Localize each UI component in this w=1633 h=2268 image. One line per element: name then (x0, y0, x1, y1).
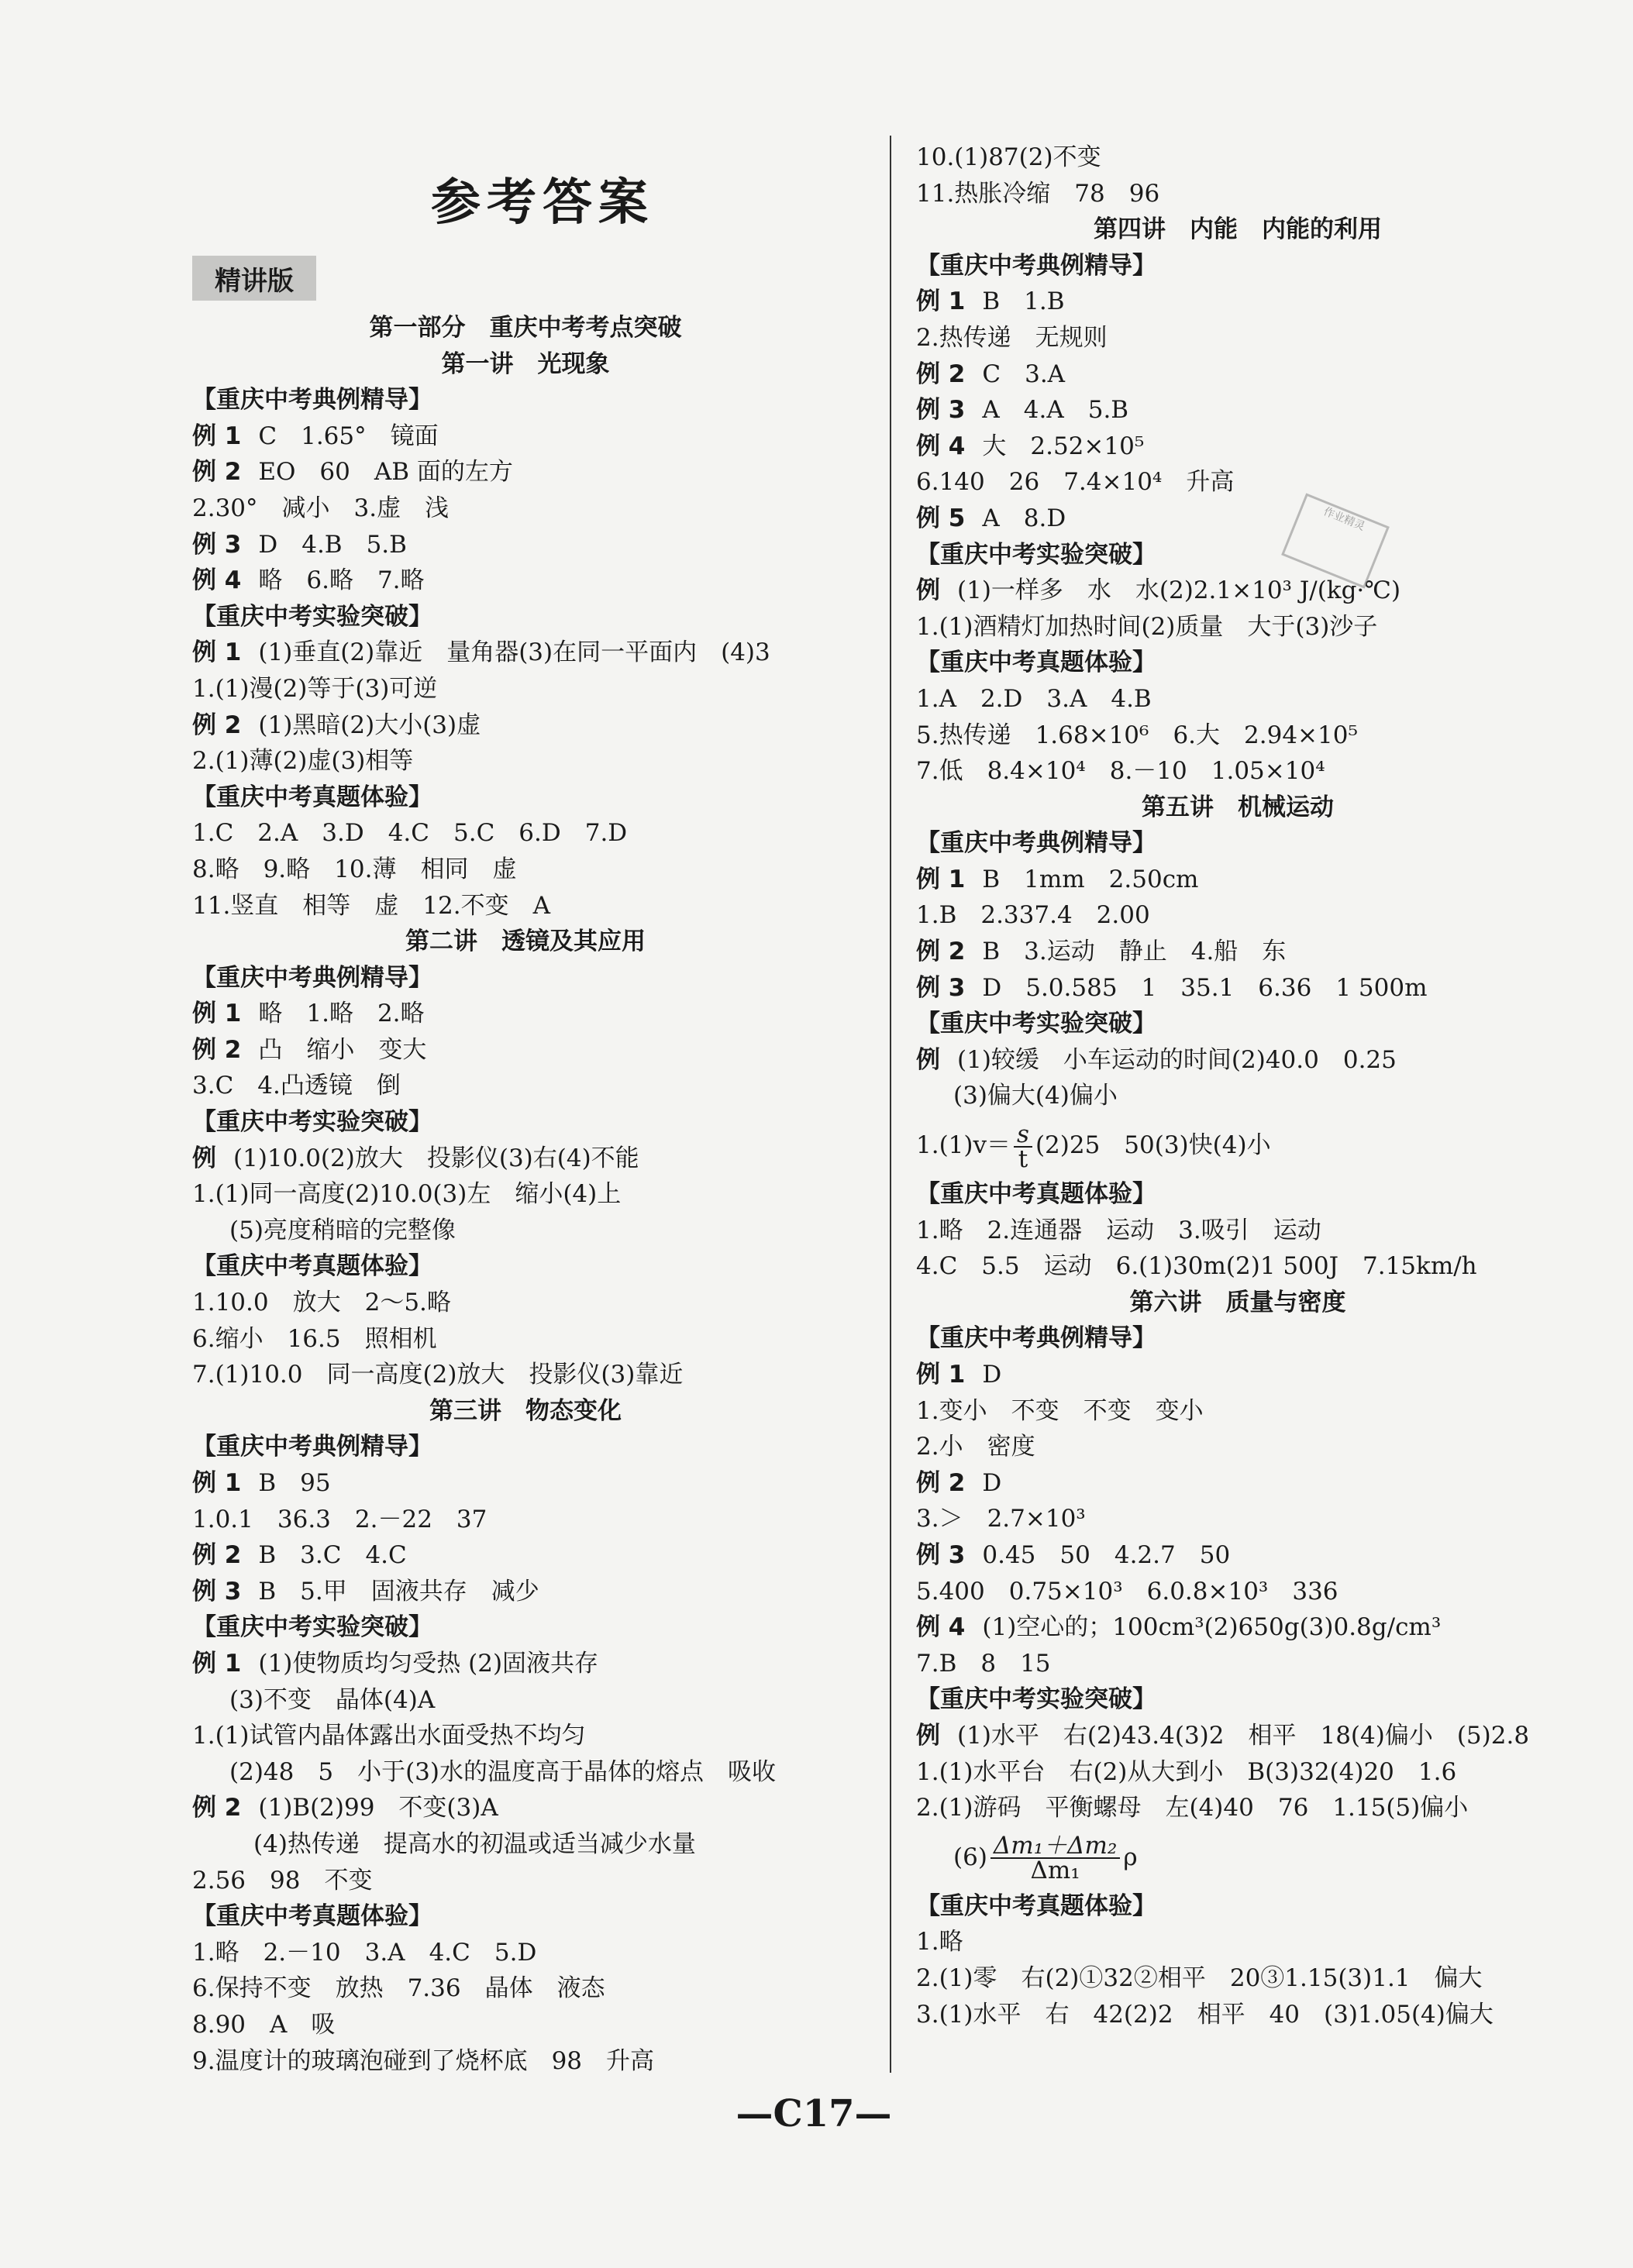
example-label: 例 2 (192, 1035, 242, 1064)
example-answer: EO 60 AB 面的左方 (258, 458, 513, 487)
example-line (192, 527, 859, 563)
answer-line: 5.400 0.75×10³ 6.0.8×10³ 336 (916, 1577, 1338, 1605)
example-line (916, 284, 1559, 320)
answer-line: 1.(1)酒精灯加热时间(2)质量 大于(3)沙子 (916, 612, 1378, 641)
example-label: 例 2 (916, 938, 966, 966)
answer-line: 2.热传递 无规则 (916, 323, 1108, 352)
example-line (192, 454, 859, 490)
column-divider (890, 136, 891, 2073)
answer-line: 2.56 98 不变 (192, 1866, 373, 1895)
example-label: 例 3 (916, 973, 966, 1002)
example-label: 例 2 (192, 458, 242, 487)
fraction-denominator: t (1018, 1144, 1028, 1173)
example-line (192, 1790, 859, 1826)
example-label: 例 4 (916, 1613, 966, 1642)
formula-suffix: ρ (1123, 1843, 1138, 1871)
answer-line: 1.变小 不变 不变 变小 (916, 1396, 1204, 1425)
example-label: 例 2 (916, 360, 966, 388)
example-answer: 大 2.52×10⁵ (982, 432, 1145, 460)
formula-prefix: 1.(1)v＝ (916, 1131, 1011, 1160)
subsection-heading: 【重庆中考典例精导】 (916, 251, 1156, 280)
answer-line: 1.B 2.337.4 2.00 (916, 901, 1150, 930)
example-answer: (1)一样多 水 水(2)2.1×10³ J/(kg·℃) (957, 576, 1401, 605)
answer-line: 6.140 26 7.4×10⁴ 升高 (916, 468, 1235, 497)
example-line (916, 573, 1559, 609)
example-answer: (1)10.0(2)放大 投影仪(3)右(4)不能 (233, 1144, 639, 1172)
example-line (192, 418, 859, 455)
subsection-heading: 【重庆中考真题体验】 (916, 1180, 1156, 1209)
subsection-heading: 【重庆中考实验突破】 (916, 1010, 1156, 1038)
example-line (916, 862, 1559, 898)
example-line (916, 1718, 1559, 1754)
example-answer: (1)B(2)99 不变(3)A (258, 1794, 498, 1822)
example-line (916, 428, 1559, 465)
formula-line (916, 1114, 1559, 1176)
answer-line: 3.＞ 2.7×10³ (916, 1505, 1086, 1533)
example-answer: (1)使物质均匀受热 (2)固液共存 (258, 1649, 599, 1678)
right-column (916, 139, 1559, 2032)
subsection-heading: 【重庆中考实验突破】 (916, 540, 1156, 569)
answer-line: 2.小 密度 (916, 1433, 1035, 1461)
watermark-stamp: 作业精灵 (1281, 493, 1390, 588)
subsection-heading: 【重庆中考典例精导】 (192, 386, 432, 415)
answer-line: (4)热传递 提高水的初温或适当减少水量 (229, 1829, 696, 1858)
example-line (192, 1537, 859, 1574)
example-line (916, 1357, 1559, 1393)
example-answer: B 3.C 4.C (258, 1541, 407, 1570)
answer-line: 1.C 2.A 3.D 4.C 5.C 6.D 7.D (192, 819, 628, 848)
answer-line: 8.略 9.略 10.薄 相同 虚 (192, 855, 517, 883)
example-answer: D 4.B 5.B (258, 530, 407, 559)
answer-line: 3.C 4.凸透镜 倒 (192, 1072, 401, 1100)
example-line (192, 707, 859, 744)
example-answer: A 8.D (982, 504, 1066, 532)
answer-line: 2.30° 减小 3.虚 浅 (192, 494, 450, 522)
example-label: 例 1 (192, 638, 242, 667)
example-line (192, 635, 859, 671)
formula-suffix: (2)25 50(3)快(4)小 (1035, 1131, 1271, 1160)
example-answer: 凸 缩小 变大 (258, 1035, 427, 1064)
example-answer: C 3.A (982, 360, 1066, 388)
example-answer: (1)黑暗(2)大小(3)虚 (258, 711, 481, 739)
example-answer: B 1.B (982, 287, 1065, 316)
section-heading: 第一部分 重庆中考考点突破 (369, 314, 682, 342)
answer-line: 11.热胀冷缩 78 96 (916, 179, 1160, 208)
answer-line: 1.10.0 放大 2～5.略 (192, 1289, 451, 1317)
example-line (916, 356, 1559, 393)
answer-line: 5.热传递 1.68×10⁶ 6.大 2.94×10⁵ (916, 721, 1358, 749)
example-label: 例 3 (916, 1540, 966, 1569)
subsection-heading: 【重庆中考真题体验】 (192, 1252, 432, 1281)
answer-line: (3)不变 晶体(4)A (229, 1685, 436, 1714)
subsection-heading: 【重庆中考真题体验】 (192, 783, 432, 811)
fraction-numerator: Δm₁＋Δm₂ (990, 1834, 1120, 1859)
subsection-heading: 【重庆中考典例精导】 (192, 1433, 432, 1461)
example-line (192, 1032, 859, 1069)
example-line (916, 1042, 1559, 1079)
example-answer: D (982, 1361, 1002, 1389)
fraction (1014, 1120, 1032, 1173)
example-label: 例 4 (916, 432, 966, 460)
answer-line: 7.B 8 15 (916, 1649, 1051, 1678)
answer-line: 1.(1)漫(2)等于(3)可逆 (192, 674, 438, 703)
answer-line: 9.温度计的玻璃泡碰到了烧杯底 98 升高 (192, 2046, 655, 2075)
answer-line: 1.略 (916, 1928, 963, 1957)
example-label: 例 1 (916, 865, 966, 893)
answer-line: 3.(1)水平 右 42(2)2 相平 40 (3)1.05(4)偏大 (916, 2000, 1493, 2029)
example-label: 例 (916, 1045, 940, 1074)
example-label: 例 1 (192, 1000, 242, 1028)
example-line (192, 563, 859, 599)
example-answer: (1)较缓 小车运动的时间(2)40.0 0.25 (957, 1045, 1397, 1074)
section-heading: 第三讲 物态变化 (429, 1396, 622, 1425)
example-label: 例 1 (192, 1469, 242, 1497)
answer-line: 1.(1)同一高度(2)10.0(3)左 缩小(4)上 (192, 1180, 622, 1209)
left-column (192, 310, 859, 2079)
answer-line: 1.0.1 36.3 2.－22 37 (192, 1505, 487, 1533)
example-line (192, 1646, 859, 1682)
example-line (916, 501, 1559, 537)
example-answer: C 1.65° 镜面 (258, 422, 439, 450)
answer-line: 6.保持不变 放热 7.36 晶体 液态 (192, 1974, 605, 2003)
example-label: 例 3 (916, 396, 966, 425)
subsection-heading: 【重庆中考真题体验】 (916, 1891, 1156, 1920)
subsection-heading: 【重庆中考真题体验】 (192, 1902, 432, 1931)
example-line (192, 1574, 859, 1610)
section-heading: 第六讲 质量与密度 (1129, 1288, 1346, 1316)
section-heading: 第一讲 光现象 (441, 349, 610, 378)
subsection-heading: 【重庆中考实验突破】 (192, 1108, 432, 1137)
formula-prefix: (6) (953, 1843, 987, 1871)
fraction (990, 1832, 1120, 1885)
answer-line: 1.(1)试管内晶体露出水面受热不均匀 (192, 1722, 586, 1750)
answer-line: 2.(1)零 右(2)①32②相平 20③1.15(3)1.1 偏大 (916, 1963, 1483, 1992)
example-label: 例 (916, 1721, 940, 1750)
subsection-heading: 【重庆中考实验突破】 (192, 1613, 432, 1642)
example-label: 例 2 (192, 711, 242, 739)
answer-line: 11.竖直 相等 虚 12.不变 A (192, 891, 550, 920)
example-answer: (1)空心的；100cm³(2)650g(3)0.8g/cm³ (982, 1613, 1442, 1642)
answer-line: 8.90 A 吸 (192, 2010, 336, 2039)
example-label: 例 1 (192, 1649, 242, 1678)
example-answer: A 4.A 5.B (982, 396, 1129, 425)
example-line (192, 1465, 859, 1502)
answer-line: 7.(1)10.0 同一高度(2)放大 投影仪(3)靠近 (192, 1361, 684, 1389)
answer-line: 10.(1)87(2)不变 (916, 143, 1101, 171)
answer-line: 4.C 5.5 运动 6.(1)30m(2)1 500J 7.15km/h (916, 1252, 1477, 1281)
answer-line: 6.缩小 16.5 照相机 (192, 1324, 437, 1353)
subsection-heading: 【重庆中考实验突破】 (916, 1685, 1156, 1714)
answer-line: 2.(1)游码 平衡螺母 左(4)40 76 1.15(5)偏小 (916, 1794, 1469, 1822)
section-heading: 第四讲 内能 内能的利用 (1094, 215, 1382, 244)
example-line (916, 1465, 1559, 1502)
answer-line: (5)亮度稍暗的完整像 (229, 1216, 456, 1244)
example-label: 例 (916, 576, 940, 605)
example-line (916, 1609, 1559, 1646)
example-answer: 略 6.略 7.略 (258, 566, 425, 595)
subsection-heading: 【重庆中考典例精导】 (916, 1324, 1156, 1353)
example-answer: (1)垂直(2)靠近 量角器(3)在同一平面内 (4)3 (258, 638, 770, 667)
answer-line: 1.A 2.D 3.A 4.B (916, 684, 1152, 713)
subsection-heading: 【重庆中考真题体验】 (916, 649, 1156, 677)
page-title: 参考答案 (431, 174, 654, 232)
example-label: 例 (192, 1144, 216, 1172)
example-label: 例 1 (192, 422, 242, 450)
example-answer: B 1mm 2.50cm (982, 865, 1199, 893)
edition-label: 精讲版 (192, 256, 316, 301)
answer-line: 1.(1)水平台 右(2)从大到小 B(3)32(4)20 1.6 (916, 1757, 1457, 1786)
answer-line: 1.略 2.－10 3.A 4.C 5.D (192, 1938, 537, 1967)
answer-line: (3)偏大(4)偏小 (953, 1082, 1118, 1110)
example-answer: D (982, 1468, 1002, 1497)
subsection-heading: 【重庆中考实验突破】 (192, 602, 432, 631)
subsection-heading: 【重庆中考典例精导】 (916, 829, 1156, 858)
example-line (916, 970, 1559, 1007)
example-label: 例 1 (916, 287, 966, 316)
example-answer: D 5.0.585 1 35.1 6.36 1 500m (982, 973, 1428, 1002)
section-heading: 第二讲 透镜及其应用 (405, 928, 646, 956)
fraction-denominator: Δm₁ (1030, 1857, 1080, 1885)
example-label: 例 2 (192, 1541, 242, 1570)
page-number: —C17— (736, 2092, 892, 2135)
formula-line (916, 1826, 1559, 1888)
example-answer: B 95 (258, 1469, 331, 1497)
example-label: 例 3 (192, 1577, 242, 1605)
example-answer: B 3.运动 静止 4.船 东 (982, 938, 1287, 966)
example-answer: B 5.甲 固液共存 减少 (258, 1577, 539, 1605)
answer-line: 1.略 2.连通器 运动 3.吸引 运动 (916, 1216, 1321, 1244)
example-line (192, 1141, 859, 1177)
answer-line: (2)48 5 小于(3)水的温度高于晶体的熔点 吸收 (229, 1757, 776, 1786)
example-line (192, 996, 859, 1032)
example-label: 例 2 (192, 1794, 242, 1822)
example-label: 例 2 (916, 1468, 966, 1497)
example-line (916, 392, 1559, 428)
section-heading: 第五讲 机械运动 (1142, 793, 1334, 821)
example-answer: 0.45 50 4.2.7 50 (982, 1540, 1231, 1569)
example-label: 例 1 (916, 1361, 966, 1389)
subsection-heading: 【重庆中考典例精导】 (192, 963, 432, 992)
answer-line: 2.(1)薄(2)虚(3)相等 (192, 747, 414, 776)
example-label: 例 5 (916, 504, 966, 532)
example-line (916, 1537, 1559, 1574)
example-label: 例 4 (192, 566, 242, 595)
fraction-numerator: s (1014, 1123, 1032, 1148)
example-label: 例 3 (192, 530, 242, 559)
example-answer: (1)水平 右(2)43.4(3)2 相平 18(4)偏小 (5)2.8 (957, 1721, 1530, 1750)
example-line (916, 934, 1559, 970)
example-answer: 略 1.略 2.略 (258, 1000, 425, 1028)
answer-line: 7.低 8.4×10⁴ 8.－10 1.05×10⁴ (916, 757, 1325, 786)
